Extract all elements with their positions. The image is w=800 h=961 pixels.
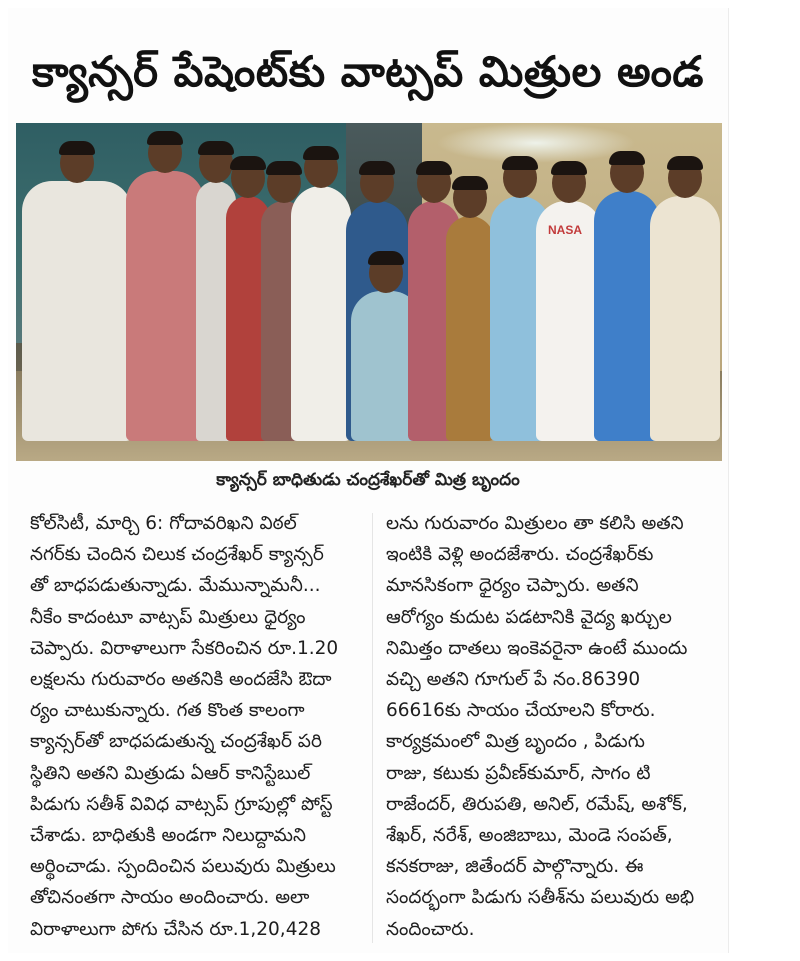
article-text-line: లక్షలను గురువారం అతనికి అందజేసి ఔదా xyxy=(30,669,332,691)
article-text-line: కనకరాజు, జితేందర్ పాల్గొన్నారు. ఈ xyxy=(386,856,644,878)
article-text-line: విరాళాలుగా పోగు చేసిన రూ.1,20,428 xyxy=(30,918,321,940)
article-text-line: ఇంటికి వెళ్లి అందజేశారు. చంద్రశేఖర్‌కు xyxy=(386,544,654,566)
person xyxy=(22,181,132,441)
article-column-right xyxy=(386,508,718,945)
article-text-line: నిమిత్తం దాతలు ఇంకెవరైనా ఉంటే ముందు xyxy=(386,637,688,659)
article-text-line: రాజు, కటుకు ప్రవీణ్‌కుమార్, సాగం టి xyxy=(386,762,651,784)
article-text-line: శేఖర్, నరేశ్, అంజిబాబు, మెండె సంపత్, xyxy=(386,825,673,847)
article-text-line: లను గురువారం మిత్రులం తా కలిసి అతని xyxy=(386,513,684,534)
article-headline: క్యాన్సర్ పేషెంట్‌కు వాట్సప్ మిత్రుల అండ xyxy=(32,47,704,96)
article-text-line: ర్యం చాటుకున్నారు. గత కొంత కాలంగా xyxy=(30,700,305,722)
article-text-line: క్యాన్సర్‌తో బాధపడుతున్న చంద్రశేఖర్ పరి xyxy=(30,731,322,753)
shirt-print: NASA xyxy=(548,223,583,237)
photo-caption: క్యాన్సర్ బాధితుడు చంద్రశేఖర్‌తో మిత్ర బృందం xyxy=(216,470,520,490)
article-text-line: నందించారు. xyxy=(386,918,475,940)
article-text-line: చేశాడు. బాధితుకి అండగా నిలుద్దామని xyxy=(30,825,306,847)
article-text-line: సందర్భంగా పిడుగు సతీశ్‌ను పలువురు అభి xyxy=(386,887,695,909)
article-text-line: కార్యక్రమంలో మిత్ర బృందం , పిడుగు xyxy=(386,731,645,753)
person-nasa-shirt xyxy=(536,201,602,441)
article-text-line: మానసికంగా ధైర్యం చెప్పారు. అతని xyxy=(386,575,639,597)
article-text-line: తో బాధపడుతున్నాడు. మేమున్నామనీ... xyxy=(30,575,321,597)
article-text-line: కోల్‌సిటీ, మార్చి 6: గోదావరిఖని విఠల్ xyxy=(30,513,297,534)
column-divider xyxy=(372,513,373,943)
article-text-line: నగర్‌కు చెందిన చిలుక చంద్రశేఖర్ క్యాన్సర్ xyxy=(30,544,324,566)
article-text-line: అర్థించాడు. స్పందించిన పలువురు మిత్రులు xyxy=(30,856,336,878)
article-text-line: రాజేందర్, తిరుపతి, అనిల్, రమేష్, అశోక్, xyxy=(386,793,688,815)
person xyxy=(446,216,494,441)
person xyxy=(126,171,204,441)
group-photo xyxy=(16,123,722,461)
article-text-line: తోచినంతగా సాయం అందించారు. అలా xyxy=(30,887,310,909)
article-text-line: 66616కు సాయం చేయాలని కోరారు. xyxy=(386,700,656,722)
newspaper-clipping xyxy=(8,8,729,953)
article-text-line: స్థితిని అతని మిత్రుడు ఏఆర్ కానిస్టేబుల్ xyxy=(30,762,311,784)
person xyxy=(291,186,351,441)
person xyxy=(650,196,720,441)
article-text-line: నీకేం కాదంటూ వాట్సప్ మిత్రులు ధైర్యం xyxy=(30,606,306,628)
article-column-left xyxy=(30,508,370,945)
article-text-line: పిడుగు సతీశ్ వివిధ వాట్సప్ గ్రూపుల్లో పోస్ట్ xyxy=(30,793,333,815)
article-text-line: వచ్చి అతని గూగుల్ పే నం.86390 xyxy=(386,669,641,691)
article-text-line: చెప్పారు. విరాళాలుగా సేకరించిన రూ.1.20 xyxy=(30,637,339,659)
article-text-line: ఆరోగ్యం కుదుట పడటానికి వైద్య ఖర్చుల xyxy=(386,606,672,628)
